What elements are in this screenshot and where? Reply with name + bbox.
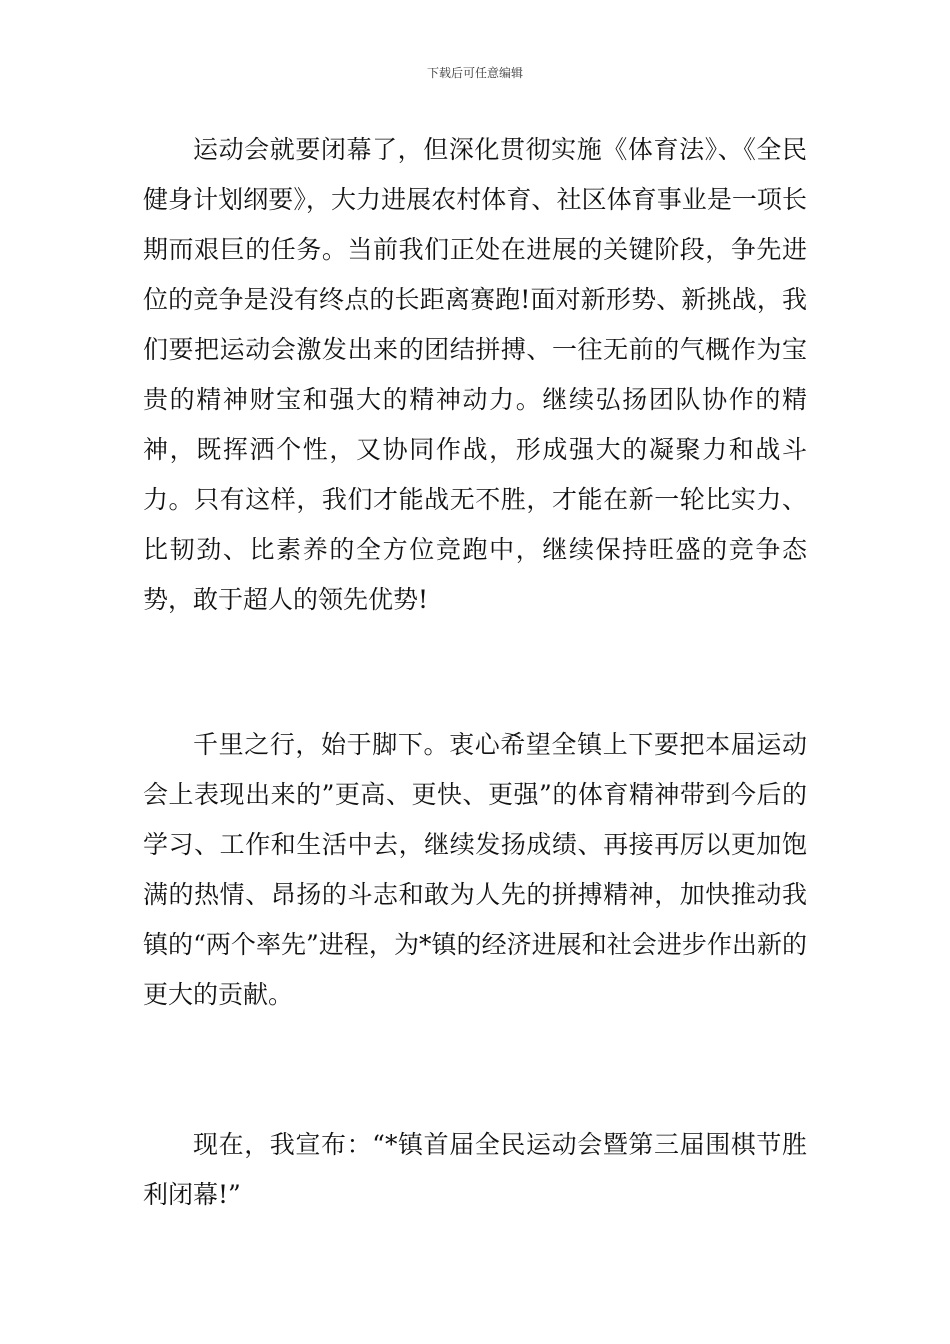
paragraph-closing-remarks: 运动会就要闭幕了，但深化贯彻实施《体育法》、《全民健身计划纲要》，大力进展农村体育、社区体育事业是一项长期而艰巨的任务。当前我们正处在进展的关键阶段，争先进位的竞争是没有终点的长距离赛跑!面对新形势、新挑战，我们要把运动会激发出来的团结拼搏、一往无前的气概作为宝贵的精神财宝和强大的精神动力。继续弘扬团队协作的精神，既挥洒个性，又协同作战，形成强大的凝聚力和战斗力。只有这样，我们才能战无不胜，才能在新一轮比实力、比韧劲、比素养的全方位竞跑中，继续保持旺盛的竞争态势，敢于超人的领先优势! bbox=[143, 135, 807, 614]
paragraph-hopes: 千里之行，始于脚下。衷心希望全镇上下要把本届运动会上表现出来的”更高、更快、更强”的体育精神带到今后的学习、工作和生活中去，继续发扬成绩、再接再厉以更加饱满的热情、昂扬的斗志和敢为人先的拼搏精神，加快推动我镇的“两个率先”进程，为*镇的经济进展和社会进步作出新的更大的贡献。 bbox=[143, 730, 807, 1009]
page-header: 下载后可任意编辑 bbox=[426, 66, 523, 80]
paragraph-declaration: 现在，我宣布：“*镇首届全民运动会暨第三届围棋节胜利闭幕!” bbox=[143, 1130, 807, 1209]
